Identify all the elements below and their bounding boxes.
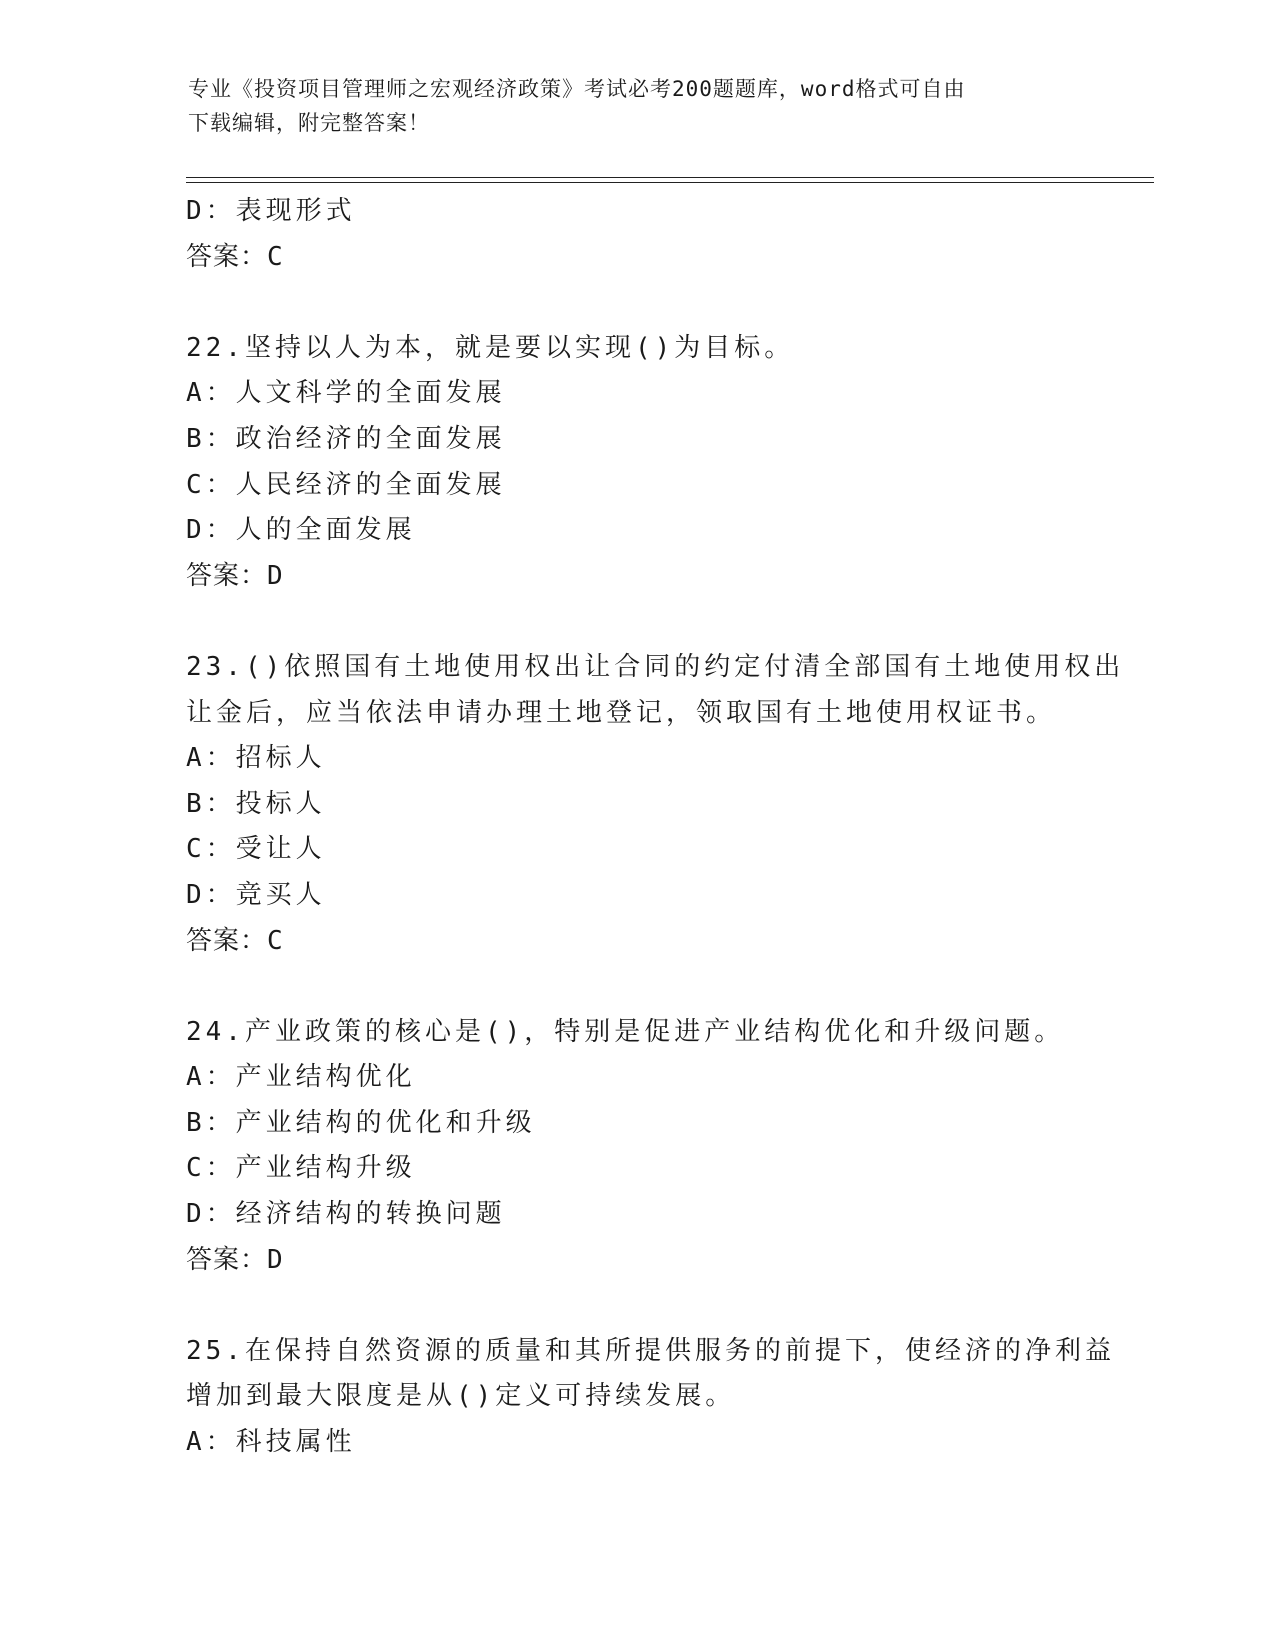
question-24-answer: 答案：D: [186, 1244, 284, 1275]
question-22-answer: 答案：D: [186, 560, 284, 591]
spacer: [186, 599, 1086, 645]
question-24-option-d: D：经济结构的转换问题: [186, 1199, 506, 1230]
question-22-option-b: B：政治经济的全面发展: [186, 423, 506, 454]
question-23-option-c: C：受让人: [186, 834, 326, 865]
header-line-2: 下载编辑，附完整答案！: [188, 111, 430, 135]
question-23-option-b: B：投标人: [186, 788, 326, 819]
question-23-option-a: A：招标人: [186, 743, 326, 774]
header-divider-bottom: [186, 182, 1154, 183]
header-divider-top: [186, 177, 1154, 178]
spacer: [186, 280, 1086, 326]
question-24-option-b: B：产业结构的优化和升级: [186, 1107, 536, 1138]
question-24-stem: 24.产业政策的核心是()，特别是促进产业结构优化和升级问题。: [186, 1016, 1065, 1047]
spacer: [186, 1283, 1086, 1329]
question-23-answer: 答案：C: [186, 925, 284, 956]
spacer: [186, 964, 1086, 1010]
question-24-option-a: A：产业结构优化: [186, 1062, 416, 1093]
question-22-option-c: C：人民经济的全面发展: [186, 469, 506, 500]
question-22-option-d: D：人的全面发展: [186, 515, 416, 546]
question-23-stem-line-1: 23.()依照国有土地使用权出让合同的约定付清全部国有土地使用权出: [186, 651, 1125, 682]
header-line-1: 专业《投资项目管理师之宏观经济政策》考试必考200题题库，word格式可自由: [188, 77, 966, 101]
question-23-option-d: D：竞买人: [186, 879, 326, 910]
question-24-option-c: C：产业结构升级: [186, 1153, 416, 1184]
question-25-stem-line-2: 增加到最大限度是从()定义可持续发展。: [186, 1381, 736, 1412]
question-22-stem: 22.坚持以人为本，就是要以实现()为目标。: [186, 332, 795, 363]
question-23-stem-line-2: 让金后，应当依法申请办理土地登记，领取国有土地使用权证书。: [186, 697, 1057, 728]
question-25-stem-line-1: 25.在保持自然资源的质量和其所提供服务的前提下，使经济的净利益: [186, 1335, 1115, 1366]
question-list: [186, 189, 1125, 1466]
answer: 答案：C: [186, 241, 284, 272]
document-header: [188, 72, 1068, 140]
option-d: D：表现形式: [186, 196, 356, 226]
question-22-option-a: A：人文科学的全面发展: [186, 378, 506, 409]
question-25-option-a: A：科技属性: [186, 1427, 356, 1458]
